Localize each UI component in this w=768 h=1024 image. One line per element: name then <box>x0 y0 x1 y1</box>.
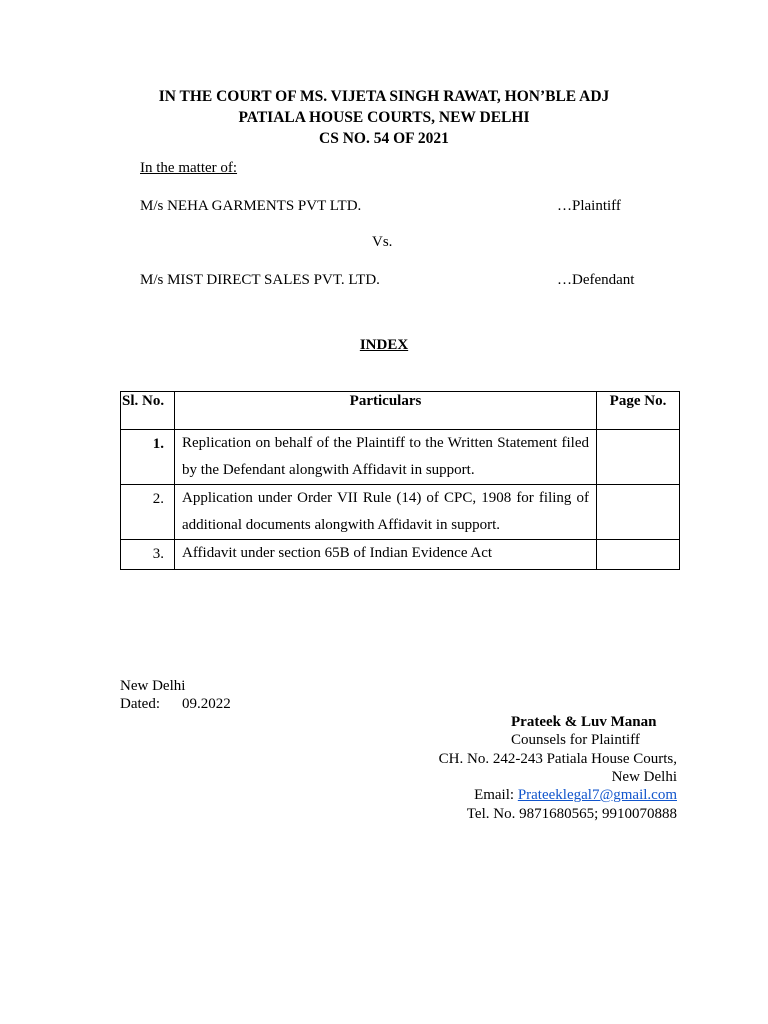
row-particulars <box>175 430 597 485</box>
counsel-role: Counsels for Plaintiff <box>511 732 640 748</box>
header-line-court: IN THE COURT OF MS. VIJETA SINGH RAWAT, HON’BLE ADJ <box>158 88 610 105</box>
row-particulars <box>175 540 597 570</box>
column-header-page-no: Page No. <box>597 392 680 430</box>
email-label: Email: <box>474 787 518 803</box>
plaintiff-name: M/s NEHA GARMENTS PVT LTD. <box>140 198 362 214</box>
row-particulars-text: Replication on behalf of the Plaintiff to the Written Statement filed by the Defendant alongwith Affidavit in support. <box>182 435 589 478</box>
header-line-case-number: CS NO. 54 OF 2021 <box>319 130 449 147</box>
index-title: INDEX <box>359 337 409 353</box>
header-line-location: PATIALA HOUSE COURTS, NEW DELHI <box>238 109 530 126</box>
email-line <box>474 787 677 804</box>
chamber-address: CH. No. 242-243 Patiala House Courts, <box>438 751 677 767</box>
place-label: New Delhi <box>120 678 186 694</box>
row-page-no <box>597 540 680 570</box>
defendant-name: M/s MIST DIRECT SALES PVT. LTD. <box>140 272 380 288</box>
plaintiff-role: …Plaintiff <box>557 198 621 214</box>
row-page-no <box>597 485 680 540</box>
matter-intro: In the matter of: <box>140 160 238 176</box>
versus-label: Vs. <box>372 234 393 250</box>
dated-label: Dated: <box>120 696 160 712</box>
table-row <box>121 540 680 570</box>
row-page-no <box>597 430 680 485</box>
row-particulars <box>175 485 597 540</box>
table-row <box>121 485 680 540</box>
column-header-particulars: Particulars <box>175 392 597 430</box>
row-sl-no: 2. <box>121 485 175 540</box>
telephone-line: Tel. No. 9871680565; 9910070888 <box>466 806 677 822</box>
email-link[interactable]: Prateeklegal7@gmail.com <box>517 787 677 803</box>
row-sl-no: 1. <box>121 430 175 485</box>
dated-value: 09.2022 <box>182 696 231 712</box>
column-header-sl-no: Sl. No. <box>121 392 175 430</box>
index-header-row <box>121 392 680 430</box>
counsel-name: Prateek & Luv Manan <box>511 714 657 730</box>
row-particulars-text: Affidavit under section 65B of Indian Evidence Act <box>182 545 493 561</box>
table-row <box>121 430 680 485</box>
defendant-role: …Defendant <box>557 272 635 288</box>
row-particulars-text: Application under Order VII Rule (14) of CPC, 1908 for filing of additional documents alongwith Affidavit in support. <box>182 490 589 533</box>
counsel-city: New Delhi <box>611 769 677 785</box>
index-table <box>120 391 680 570</box>
row-sl-no: 3. <box>121 540 175 570</box>
